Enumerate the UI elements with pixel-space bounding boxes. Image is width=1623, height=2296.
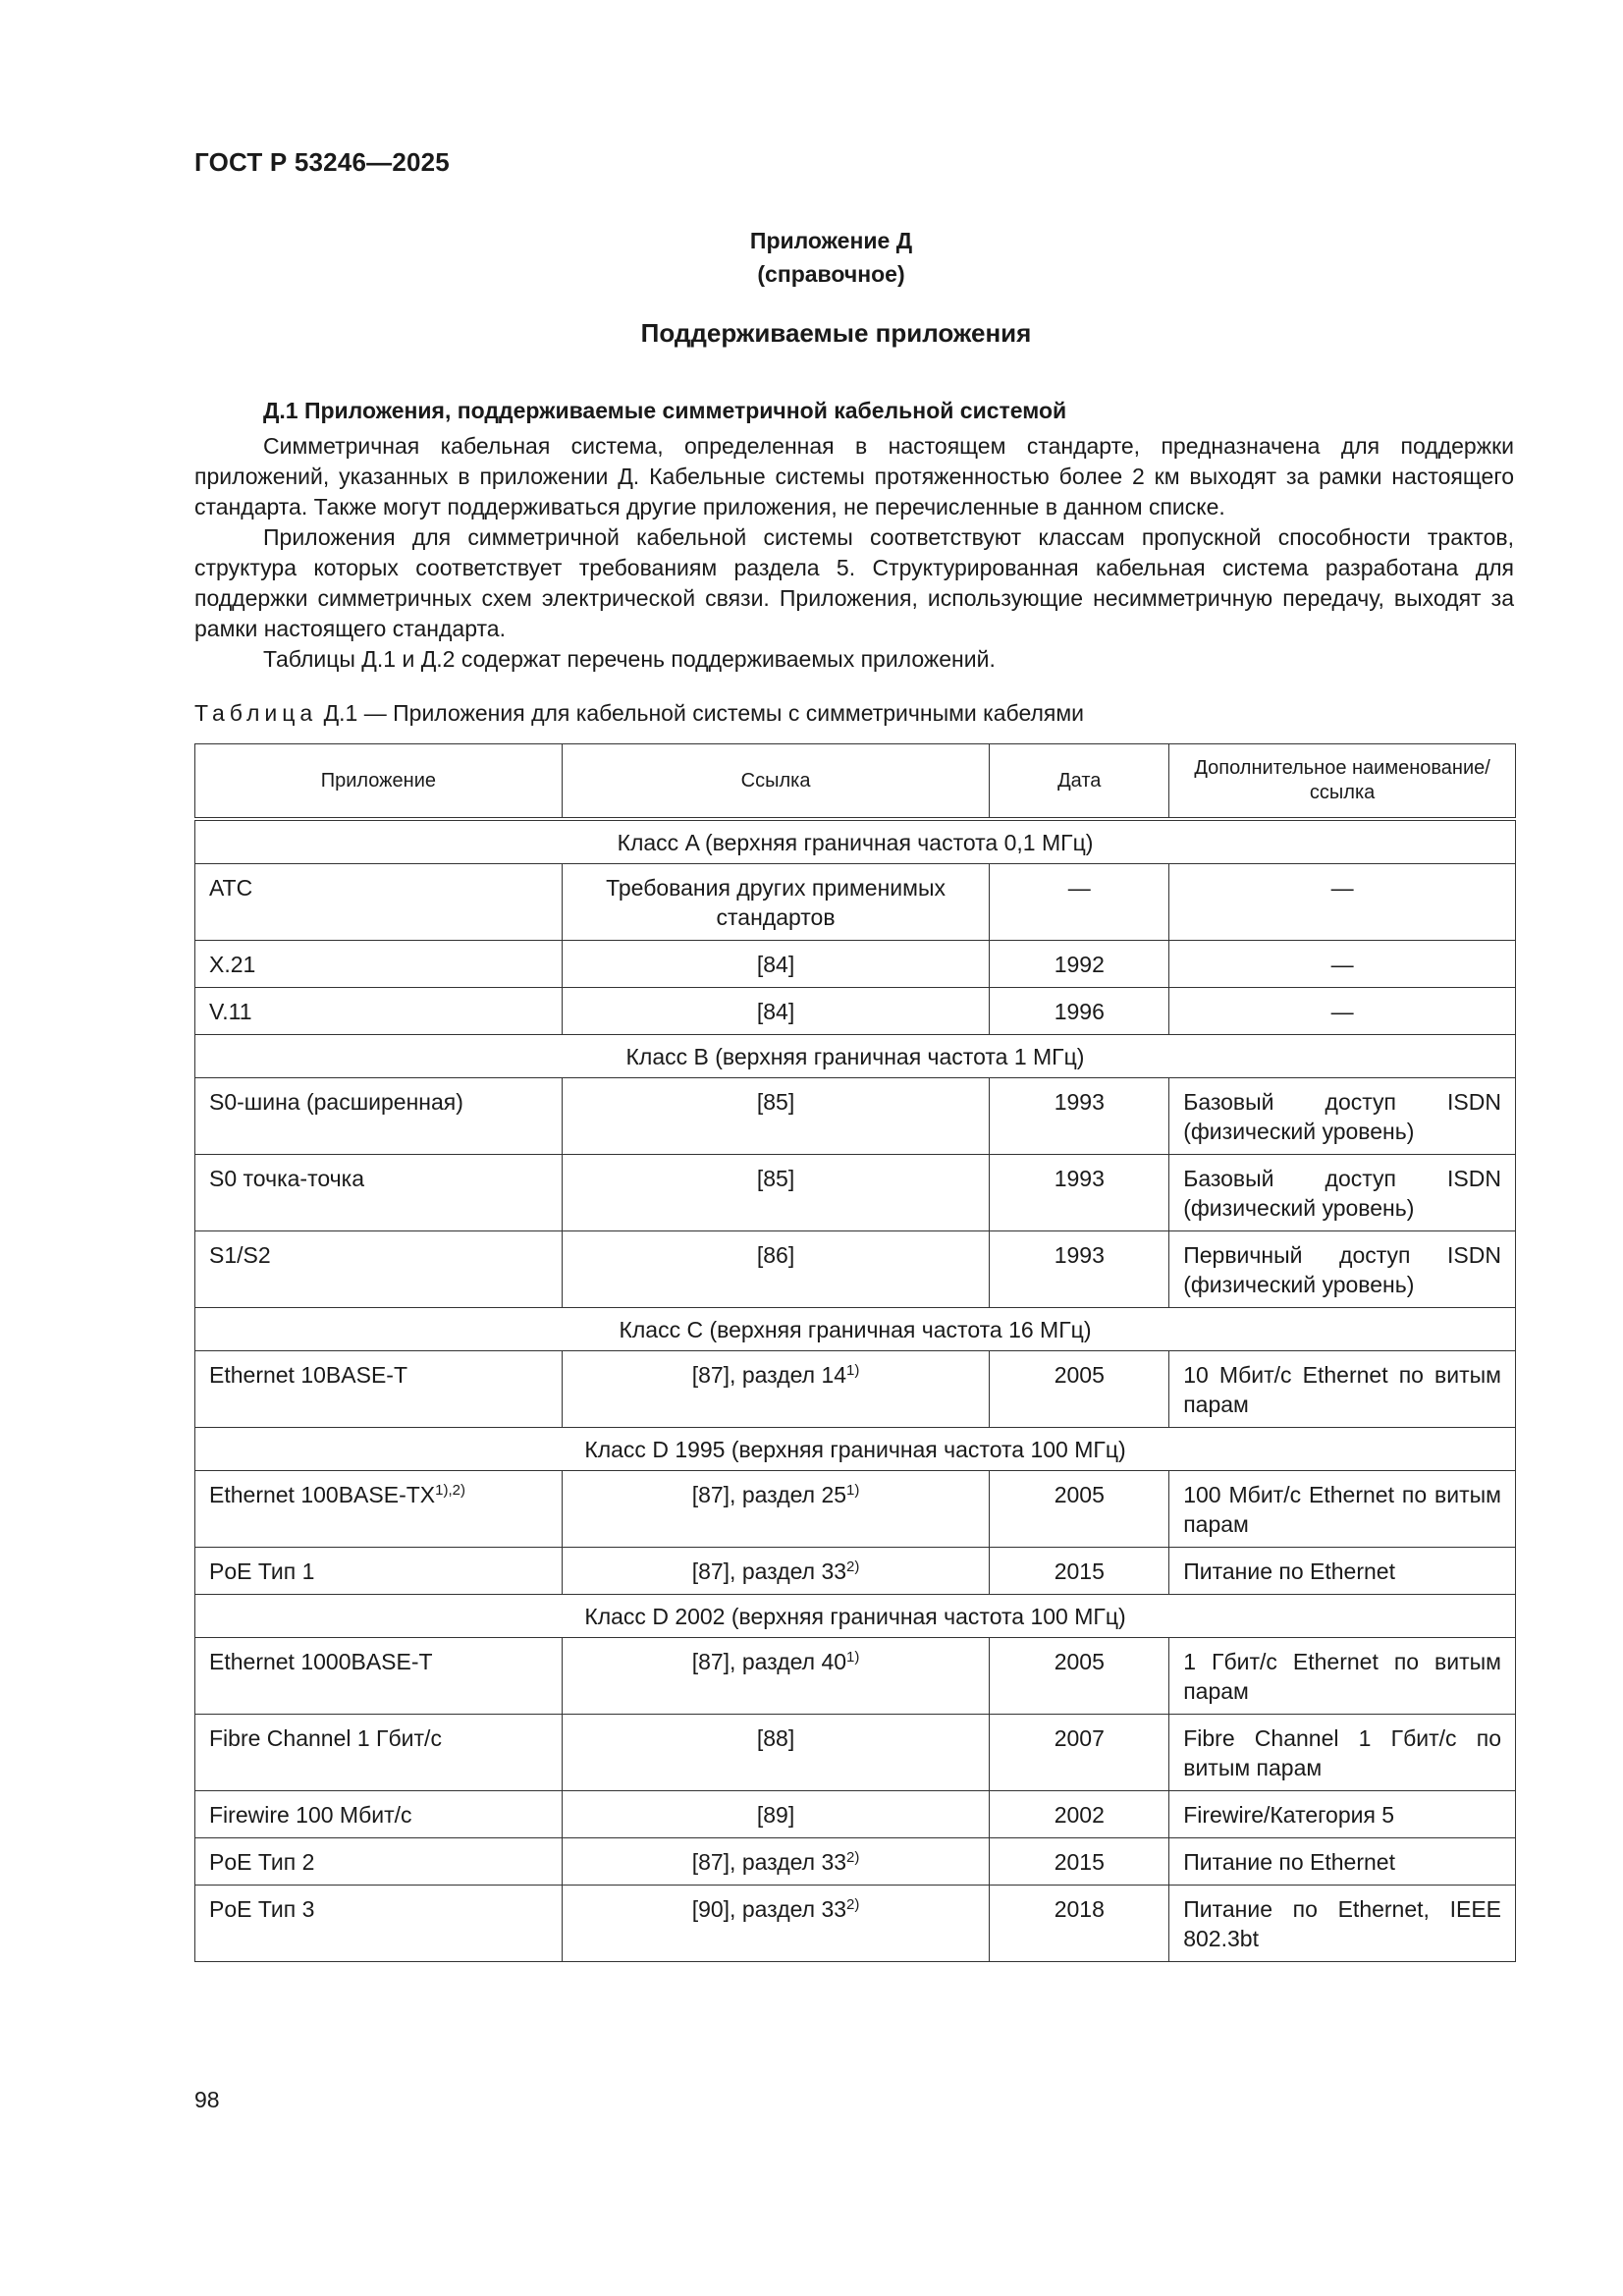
cell-extra: [1169, 1838, 1516, 1886]
cell-application: [195, 941, 563, 988]
cell-application-text: S0 точка-точка: [209, 1166, 364, 1191]
cell-date: [990, 1886, 1169, 1962]
footnote-marker: 2): [846, 1896, 860, 1913]
table-row: [195, 1155, 1516, 1231]
footnote-marker: 2): [846, 1849, 860, 1866]
cell-application-text: S0-шина (расширенная): [209, 1089, 463, 1115]
cell-date: [990, 864, 1169, 941]
cell-extra-text: Питание по Ethernet: [1183, 1558, 1395, 1584]
cell-reference-text: [90], раздел 33: [691, 1896, 847, 1922]
class-group-label: Класс C (верхняя граничная частота 16 МГц): [195, 1308, 1516, 1351]
page-number: 98: [194, 2087, 220, 2112]
footnote-marker: 1): [846, 1649, 860, 1666]
cell-extra-text: Fibre Channel 1 Гбит/с по витым парам: [1183, 1725, 1501, 1780]
table-row: [195, 1838, 1516, 1886]
cell-reference-text: [87], раздел 14: [691, 1362, 847, 1388]
cell-date-text: 1996: [1054, 999, 1105, 1024]
cell-reference-text: [86]: [756, 1242, 795, 1268]
cell-reference-text: [89]: [756, 1802, 795, 1828]
cell-application-text: Fibre Channel 1 Гбит/с: [209, 1725, 442, 1751]
cell-extra-text: Базовый доступ ISDN (физический уровень): [1183, 1089, 1501, 1144]
document-id: ГОСТ Р 53246—2025: [194, 147, 450, 177]
cell-extra-text: —: [1330, 875, 1354, 901]
cell-application-text: V.11: [209, 999, 252, 1024]
paragraph: Таблицы Д.1 и Д.2 содержат перечень поддерживаемых приложений.: [263, 646, 996, 672]
table-row: [195, 1231, 1516, 1308]
cell-extra-text: Питание по Ethernet: [1183, 1849, 1395, 1875]
cell-extra-text: 100 Мбит/с Ethernet по витым парам: [1183, 1482, 1501, 1537]
cell-extra: [1169, 1548, 1516, 1595]
cell-date: [990, 988, 1169, 1035]
cell-extra: [1169, 1231, 1516, 1308]
cell-reference-text: [87], раздел 25: [691, 1482, 847, 1507]
cell-reference-text: [85]: [756, 1089, 795, 1115]
cell-application: [195, 1548, 563, 1595]
table-row: [195, 988, 1516, 1035]
cell-date: [990, 1838, 1169, 1886]
table-row: [195, 1715, 1516, 1791]
cell-application: [195, 1155, 563, 1231]
cell-reference-text: [85]: [756, 1166, 795, 1191]
cell-reference-text: Требования других применимых стандартов: [606, 875, 946, 930]
cell-date: [990, 1548, 1169, 1595]
table-row: [195, 941, 1516, 988]
cell-date: [990, 1715, 1169, 1791]
cell-application: [195, 1231, 563, 1308]
cell-date: [990, 1351, 1169, 1428]
cell-date: [990, 941, 1169, 988]
cell-application-text: Ethernet 100BASE-TX: [209, 1482, 436, 1507]
cell-application-text: PoE Тип 1: [209, 1558, 315, 1584]
table-row: [195, 1886, 1516, 1962]
footnote-marker: 1): [846, 1482, 860, 1499]
cell-reference-text: [84]: [756, 999, 795, 1024]
column-header-extra: Дополнительное наименование/ссылка: [1169, 744, 1516, 820]
cell-date-text: 2018: [1054, 1896, 1105, 1922]
cell-reference-text: [84]: [756, 952, 795, 977]
cell-date-text: 2015: [1054, 1849, 1105, 1875]
cell-extra-text: 10 Мбит/с Ethernet по витым парам: [1183, 1362, 1501, 1417]
cell-date: [990, 1791, 1169, 1838]
cell-date-text: 2005: [1054, 1362, 1105, 1388]
cell-date: [990, 1471, 1169, 1548]
table-row: [195, 1791, 1516, 1838]
cell-extra-text: —: [1330, 952, 1354, 977]
body-text: [194, 431, 1514, 675]
class-group-row: [195, 1308, 1516, 1351]
cell-reference: [562, 1471, 990, 1548]
footnote-marker: 1): [846, 1362, 860, 1379]
cell-reference-text: [87], раздел 40: [691, 1649, 847, 1674]
cell-extra: [1169, 1351, 1516, 1428]
cell-date: [990, 1231, 1169, 1308]
cell-date-text: 1993: [1054, 1166, 1105, 1191]
cell-extra: [1169, 1791, 1516, 1838]
annex-heading: [0, 224, 1623, 291]
cell-reference: [562, 1638, 990, 1715]
class-group-label: Класс B (верхняя граничная частота 1 МГц): [195, 1035, 1516, 1078]
applications-table: [194, 743, 1516, 1962]
cell-date-text: 1992: [1054, 952, 1105, 977]
table-caption-word: Таблица: [194, 700, 318, 726]
cell-application-text: X.21: [209, 952, 256, 977]
cell-reference: [562, 1791, 990, 1838]
cell-reference: [562, 1231, 990, 1308]
cell-date-text: 2007: [1054, 1725, 1105, 1751]
cell-reference: [562, 1155, 990, 1231]
cell-reference: [562, 1351, 990, 1428]
cell-extra: [1169, 941, 1516, 988]
class-group-row: [195, 819, 1516, 864]
cell-date-text: 2015: [1054, 1558, 1105, 1584]
cell-application: [195, 1886, 563, 1962]
class-group-row: [195, 1428, 1516, 1471]
cell-application: [195, 1078, 563, 1155]
paragraph: Симметричная кабельная система, определенная в настоящем стандарте, предназначена для поддержки приложений, указанных в приложении Д. Кабельные системы протяженностью более 2 км выходят за рамки настоящего стандарта. Также могут поддерживаться другие приложения, не перечисленные в данном списке.: [194, 433, 1514, 519]
table-row: [195, 1638, 1516, 1715]
cell-extra: [1169, 1155, 1516, 1231]
table-row: [195, 1078, 1516, 1155]
column-header-date: Дата: [990, 744, 1169, 820]
footnote-marker: 2): [846, 1558, 860, 1575]
table-header-row: [195, 744, 1516, 820]
cell-application: [195, 1471, 563, 1548]
class-group-row: [195, 1035, 1516, 1078]
cell-application: [195, 1791, 563, 1838]
cell-application-text: Ethernet 1000BASE-T: [209, 1649, 433, 1674]
cell-date: [990, 1155, 1169, 1231]
cell-extra: [1169, 1078, 1516, 1155]
table-caption-text: Д.1 — Приложения для кабельной системы с симметричными кабелями: [317, 700, 1085, 726]
annex-label: Приложение Д: [749, 228, 913, 253]
cell-extra: [1169, 1638, 1516, 1715]
table-caption: [194, 700, 1084, 727]
cell-date: [990, 1078, 1169, 1155]
cell-application: [195, 1638, 563, 1715]
class-group-label: Класс A (верхняя граничная частота 0,1 МГц): [195, 819, 1516, 864]
column-header-application: Приложение: [195, 744, 563, 820]
cell-reference-text: [87], раздел 33: [691, 1558, 847, 1584]
cell-reference: [562, 1886, 990, 1962]
cell-reference: [562, 864, 990, 941]
section-heading: Д.1 Приложения, поддерживаемые симметричной кабельной системой: [263, 398, 1067, 423]
cell-application-text: PoE Тип 2: [209, 1849, 315, 1875]
cell-application: [195, 1715, 563, 1791]
cell-date-text: 2002: [1054, 1802, 1105, 1828]
cell-reference: [562, 1838, 990, 1886]
table-row: [195, 1351, 1516, 1428]
cell-application: [195, 1838, 563, 1886]
cell-date: [990, 1638, 1169, 1715]
annex-status: (справочное): [757, 261, 905, 287]
table-row: [195, 1471, 1516, 1548]
cell-reference: [562, 1715, 990, 1791]
paragraph: Приложения для симметричной кабельной системы соответствуют классам пропускной способности трактов, структура которых соответствует требованиям раздела 5. Структурированная кабельная система разработана для поддержки симметричных схем электрической связи. Приложения, использующие несимметричную передачу, выходят за рамки настоящего стандарта.: [194, 524, 1514, 641]
cell-reference-text: [87], раздел 33: [691, 1849, 847, 1875]
cell-extra-text: —: [1330, 999, 1354, 1024]
cell-date-text: 2005: [1054, 1649, 1105, 1674]
cell-application-text: Ethernet 10BASE-T: [209, 1362, 407, 1388]
column-header-reference: Ссылка: [562, 744, 990, 820]
cell-application-text: Firewire 100 Мбит/с: [209, 1802, 412, 1828]
cell-extra: [1169, 988, 1516, 1035]
class-group-row: [195, 1595, 1516, 1638]
cell-application-text: АТС: [209, 875, 253, 901]
cell-extra-text: 1 Гбит/с Ethernet по витым парам: [1183, 1649, 1501, 1704]
cell-date-text: 2005: [1054, 1482, 1105, 1507]
table-row: [195, 864, 1516, 941]
class-group-label: Класс D 1995 (верхняя граничная частота 100 МГц): [195, 1428, 1516, 1471]
cell-application-text: PoE Тип 3: [209, 1896, 315, 1922]
cell-application: [195, 864, 563, 941]
cell-reference: [562, 1078, 990, 1155]
cell-reference: [562, 988, 990, 1035]
cell-date-text: 1993: [1054, 1089, 1105, 1115]
cell-reference: [562, 1548, 990, 1595]
cell-extra: [1169, 1715, 1516, 1791]
table-row: [195, 1548, 1516, 1595]
table-body: [195, 819, 1516, 1962]
cell-extra-text: Питание по Ethernet, IEEE 802.3bt: [1183, 1896, 1501, 1951]
cell-date-text: 1993: [1054, 1242, 1105, 1268]
annex-title: Поддерживаемые приложения: [640, 318, 1032, 348]
cell-extra: [1169, 1886, 1516, 1962]
class-group-label: Класс D 2002 (верхняя граничная частота 100 МГц): [195, 1595, 1516, 1638]
cell-extra-text: Первичный доступ ISDN (физический уровень): [1183, 1242, 1501, 1297]
cell-application-text: S1/S2: [209, 1242, 271, 1268]
cell-date-text: —: [1067, 875, 1091, 901]
cell-reference: [562, 941, 990, 988]
cell-application: [195, 988, 563, 1035]
cell-extra-text: Firewire/Категория 5: [1183, 1802, 1395, 1828]
cell-extra-text: Базовый доступ ISDN (физический уровень): [1183, 1166, 1501, 1221]
cell-extra: [1169, 864, 1516, 941]
footnote-marker: 1),2): [435, 1482, 465, 1499]
cell-reference-text: [88]: [756, 1725, 795, 1751]
cell-application: [195, 1351, 563, 1428]
cell-extra: [1169, 1471, 1516, 1548]
